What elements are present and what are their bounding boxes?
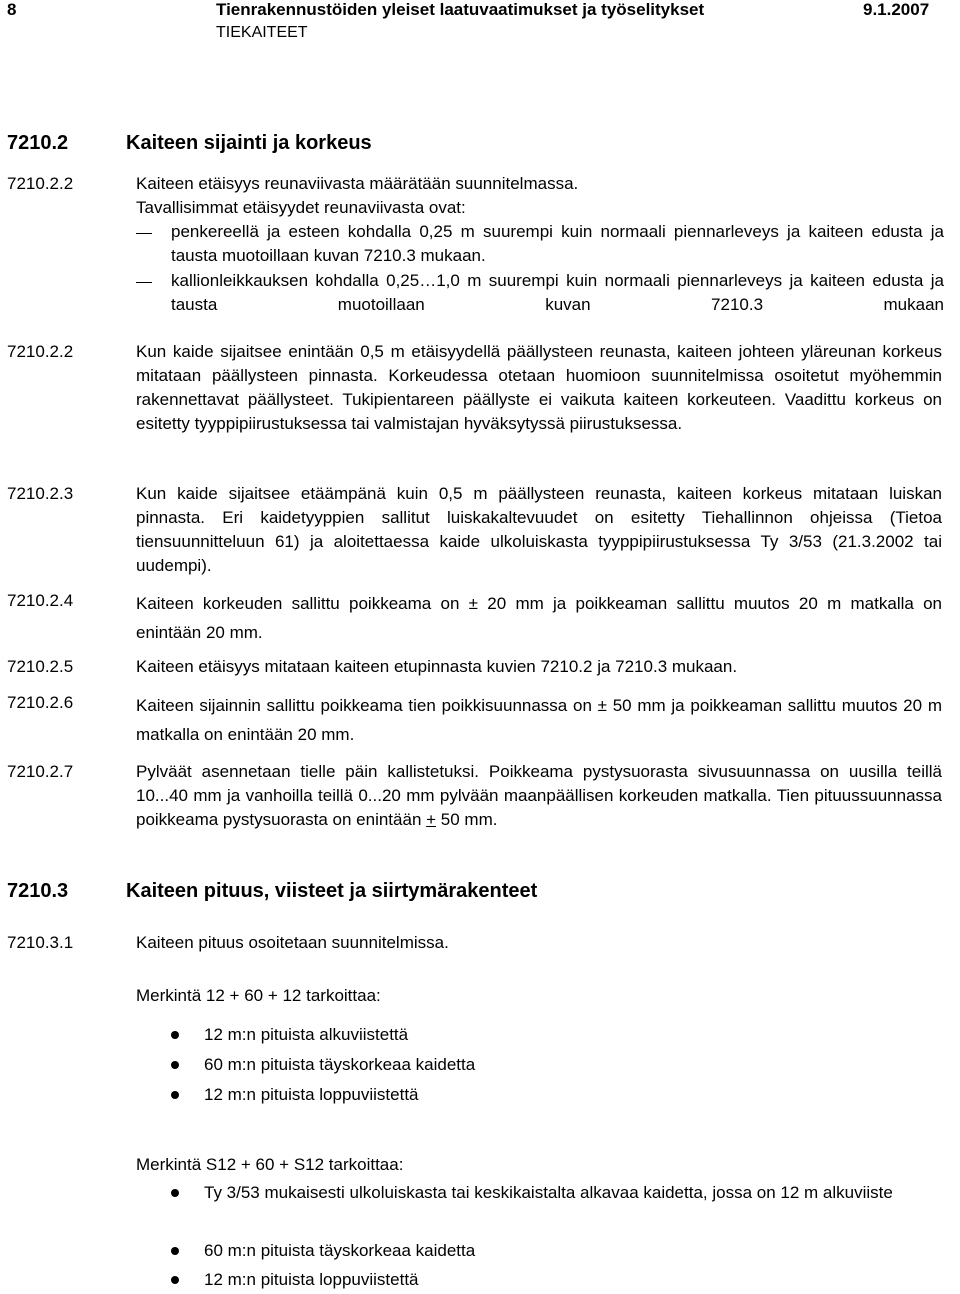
document-date: 9.1.2007 — [863, 0, 930, 19]
item-text — [136, 760, 942, 832]
item-number: 7210.2.2 — [7, 174, 74, 193]
bullet-item-text: 12 m:n pituista alkuviistettä — [204, 1025, 409, 1044]
item-text: Kaiteen sijainnin sallittu poikkeama tien poikkisuunnassa on ± 50 mm ja poikkeaman sallittu muutos 20 m matkalla on enintään 20 mm. — [136, 696, 942, 744]
bullet-icon — [171, 1276, 179, 1284]
document-subtitle: TIEKAITEET — [216, 24, 308, 41]
item-number: 7210.2.6 — [7, 693, 74, 712]
item-text-part: 50 mm. — [436, 810, 498, 829]
bullet-icon — [171, 1247, 179, 1255]
section-number: 7210.3 — [7, 880, 69, 902]
section-title: Kaiteen sijainti ja korkeus — [126, 132, 372, 154]
bullet-icon — [171, 1091, 179, 1099]
item-text: Kaiteen etäisyys reunaviivasta määrätään suunnitelmassa. — [136, 174, 579, 193]
dash-bullet-icon — [136, 233, 152, 234]
item-text: Tavallisimmat etäisyydet reunaviivasta ovat: — [136, 198, 466, 217]
item-text: Kaiteen pituus osoitetaan suunnitelmissa. — [136, 933, 449, 952]
marking-intro: Merkintä S12 + 60 + S12 tarkoittaa: — [136, 1155, 404, 1174]
dash-item-text: penkereellä ja esteen kohdalla 0,25 m suurempi kuin normaali piennarleveys ja kaiteen edusta ja tausta muotoillaan kuvan 7210.3 mukaan. — [171, 222, 944, 265]
item-number: 7210.2.2 — [7, 342, 74, 361]
item-number: 7210.2.3 — [7, 484, 74, 503]
bullet-icon — [171, 1031, 179, 1039]
item-text-part: Pylväät asennetaan tielle päin kallistetuksi. Poikkeama pystysuorasta sivusuunnassa on uusilla teillä 10...40 mm ja vanhoilla teillä 0...20 mm pylvään maanpäällisen korkeuden matkalla. Tien pituussuunnassa poikkeama pystysuorasta on enintään — [136, 762, 942, 829]
page-number: 8 — [7, 0, 17, 19]
plus-minus-sign: + — [426, 810, 437, 829]
item-text: Kun kaide sijaitsee etäämpänä kuin 0,5 m päällysteen reunasta, kaiteen korkeus mitataan luiskan pinnasta. Eri kaidetyyppien sallitut luiskakaltevuudet on esitetty Tiehallinnon ohjeissa (Tietoa tiensuunnitteluun 61) ja aloitettaessa kaide ulkoluiskasta tyyppipiirustuksessa Ty 3/53 (21.3.2002 tai uudempi). — [136, 484, 942, 575]
bullet-icon — [171, 1061, 179, 1069]
item-text: Kun kaide sijaitsee enintään 0,5 m etäisyydellä päällysteen reunasta, kaiteen johteen yläreunan korkeus mitataan päällysteen pinnasta. Korkeudessa otetaan huomioon suunnitelmissa osoitetut myöhemmin rakennettavat päällysteet. Tukipientareen päällyste ei vaikuta kaiteen korkeuteen. Vaadittu korkeus on esitetty tyyppipiirustuksessa tai valmistajan hyväksytyssä piirustuksessa. — [136, 342, 942, 433]
bullet-item-text: 12 m:n pituista loppuviistettä — [204, 1270, 419, 1289]
section-title: Kaiteen pituus, viisteet ja siirtymärakenteet — [126, 880, 538, 902]
bullet-item-text: 60 m:n pituista täyskorkeaa kaidetta — [204, 1055, 476, 1074]
marking-intro: Merkintä 12 + 60 + 12 tarkoittaa: — [136, 986, 381, 1005]
bullet-item-text: Ty 3/53 mukaisesti ulkoluiskasta tai keskikaistalta alkavaa kaidetta, jossa on 12 m alkuviiste — [204, 1183, 893, 1202]
bullet-item-text: 12 m:n pituista loppuviistettä — [204, 1085, 419, 1104]
item-text: Kaiteen korkeuden sallittu poikkeama on ± 20 mm ja poikkeaman sallittu muutos 20 m matkalla on enintään 20 mm. — [136, 594, 942, 642]
item-number: 7210.3.1 — [7, 933, 74, 952]
item-number: 7210.2.7 — [7, 762, 74, 781]
item-number: 7210.2.4 — [7, 591, 74, 610]
dash-bullet-icon — [136, 282, 152, 283]
bullet-item-text: 60 m:n pituista täyskorkeaa kaidetta — [204, 1241, 476, 1260]
bullet-icon — [171, 1189, 179, 1197]
item-number: 7210.2.5 — [7, 657, 74, 676]
dash-item-text: kallionleikkauksen kohdalla 0,25…1,0 m suurempi kuin normaali piennarleveys ja kaiteen edusta ja tausta muotoillaan kuvan 7210.3 mukaan — [171, 271, 944, 314]
section-number: 7210.2 — [7, 132, 69, 154]
item-text: Kaiteen etäisyys mitataan kaiteen etupinnasta kuvien 7210.2 ja 7210.3 mukaan. — [136, 657, 738, 676]
document-title: Tienrakennustöiden yleiset laatuvaatimukset ja työselitykset — [216, 0, 705, 19]
